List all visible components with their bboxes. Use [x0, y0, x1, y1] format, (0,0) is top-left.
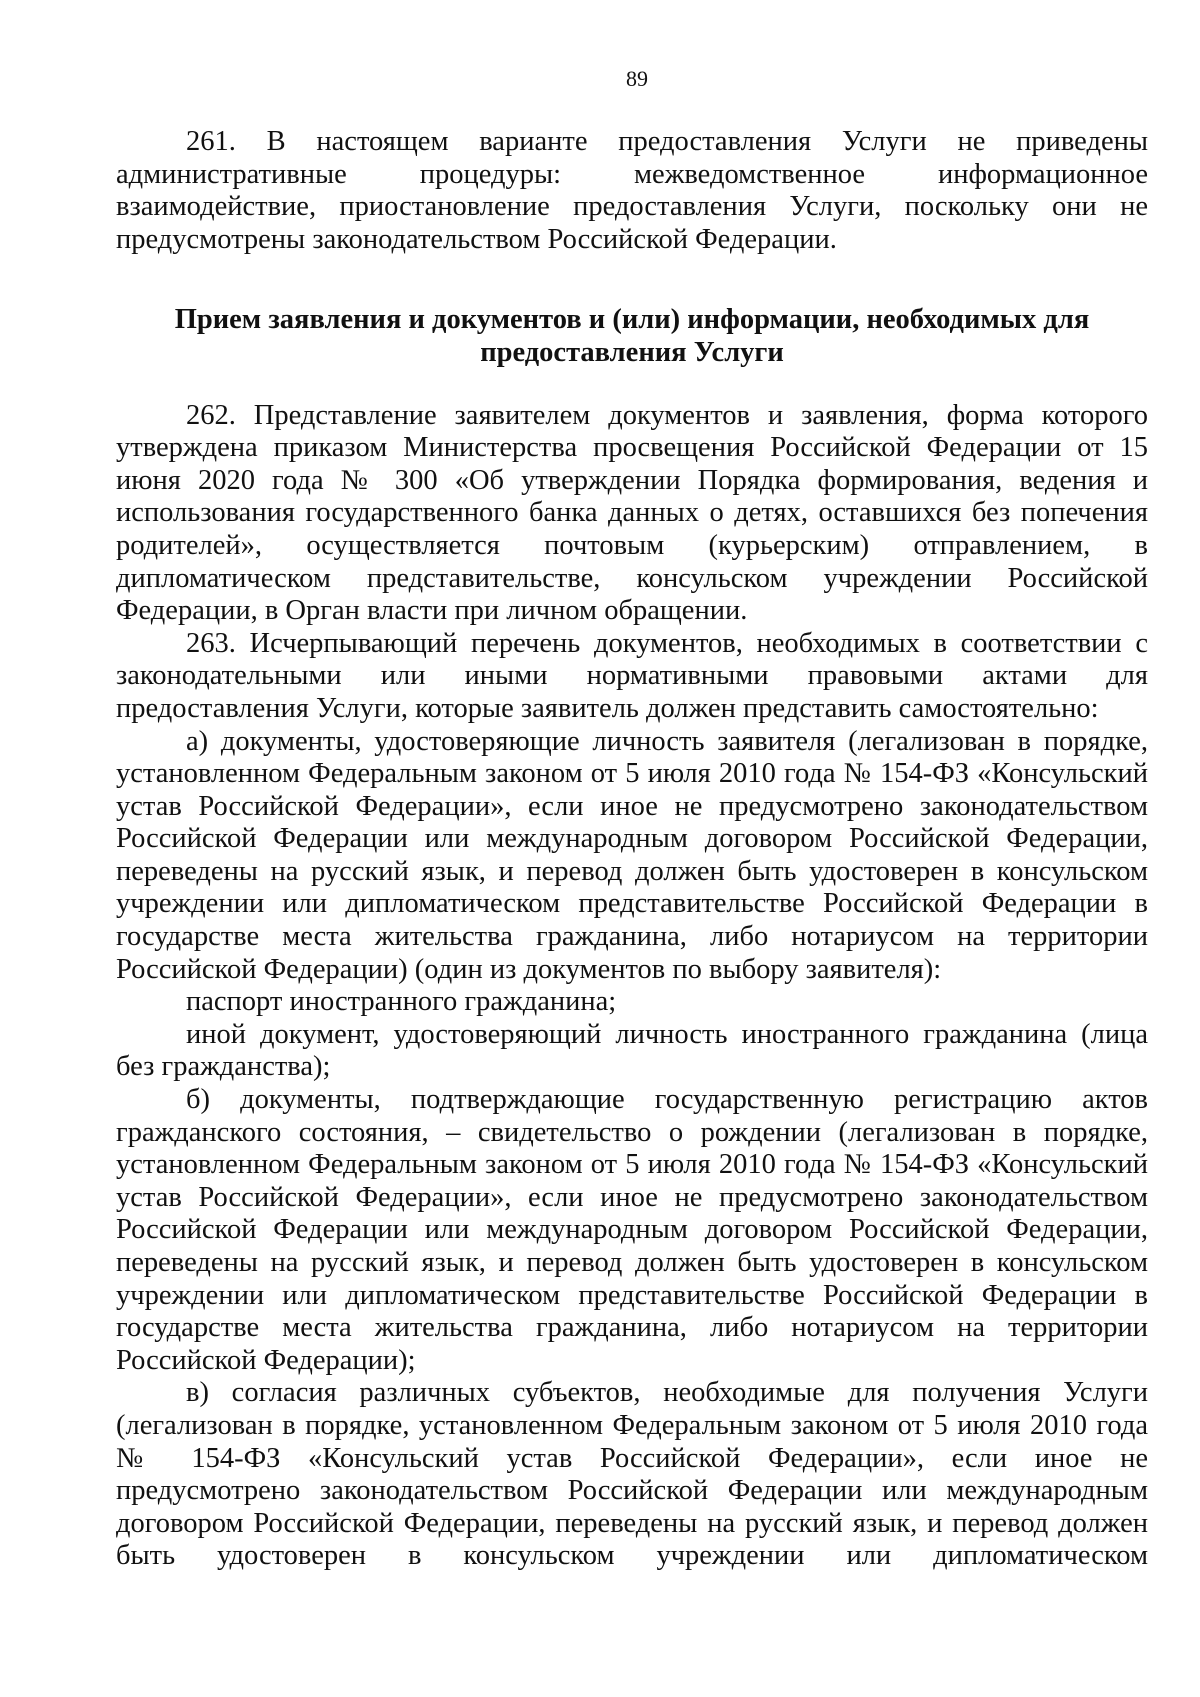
paragraph-passport: паспорт иностранного гражданина; [186, 986, 617, 1018]
section-heading: Прием заявления и документов и (или) информации, необходимых для предоставления Услуги [174, 304, 1090, 368]
paragraph-263-v: в) согласия различных субъектов, необходимые для получения Услуги (легализован в порядке, установленном Федеральным законом от 5 июля 2010 года № 154-ФЗ «Консульский устав Российской Федерации», если иное не предусмотрено законодательством Российской Федерации или международным договором Российской Федерации, переведены на русский язык, и перевод должен быть удостоверен в консульском учреждении или дипломатическом [116, 1377, 1148, 1572]
document-page [116, 64, 1148, 1573]
paragraph-263-b: б) документы, подтверждающие государственную регистрацию актов гражданского состояния, – свидетельство о рождении (легализован в порядке, установленном Федеральным законом от 5 июля 2010 года № 154-ФЗ «Консульский устав Российской Федерации», если иное не предусмотрено законодательством Российской Федерации или международным договором Российской Федерации, переведены на русский язык, и перевод должен быть удостоверен в консульском учреждении или дипломатическом представительстве Российской Федерации в государстве места жительства гражданина, либо нотариусом на территории Российской Федерации); [116, 1084, 1148, 1376]
paragraph-261: 261. В настоящем варианте предоставления Услуги не приведены административные процедуры: межведомственное информационное взаимодействие, приостановление предоставления Услуги, поскольку они не предусмотрены законодательством Российской Федерации. [116, 126, 1148, 255]
paragraph-262: 262. Представление заявителем документов и заявления, форма которого утверждена приказом Министерства просвещения Российской Федерации от 15 июня 2020 года № 300 «Об утверждении Порядка формирования, ведения и использования государственного банка данных о детях, оставшихся без попечения родителей», осуществляется почтовым (курьерским) отправлением, в дипломатическом представительстве, консульском учреждении Российской Федерации, в Орган власти при личном обращении. [116, 399, 1148, 627]
paragraph-263-a: а) документы, удостоверяющие личность заявителя (легализован в порядке, установленном Федеральным законом от 5 июля 2010 года № 154-ФЗ «Консульский устав Российской Федерации», если иное не предусмотрено законодательством Российской Федерации или международным договором Российской Федерации, переведены на русский язык, и перевод должен быть удостоверен в консульском учреждении или дипломатическом представительстве Российской Федерации в государстве места жительства гражданина, либо нотариусом на территории Российской Федерации) (один из документов по выбору заявителя): [116, 725, 1148, 985]
paragraph-263: 263. Исчерпывающий перечень документов, необходимых в соответствии с законодательными или иными нормативными правовыми актами для предоставления Услуги, которые заявитель должен представить самостоятельно: [116, 627, 1148, 724]
page-number: 89 [626, 66, 648, 91]
paragraph-other-id: иной документ, удостоверяющий личность иностранного гражданина (лица без гражданства); [116, 1018, 1148, 1083]
